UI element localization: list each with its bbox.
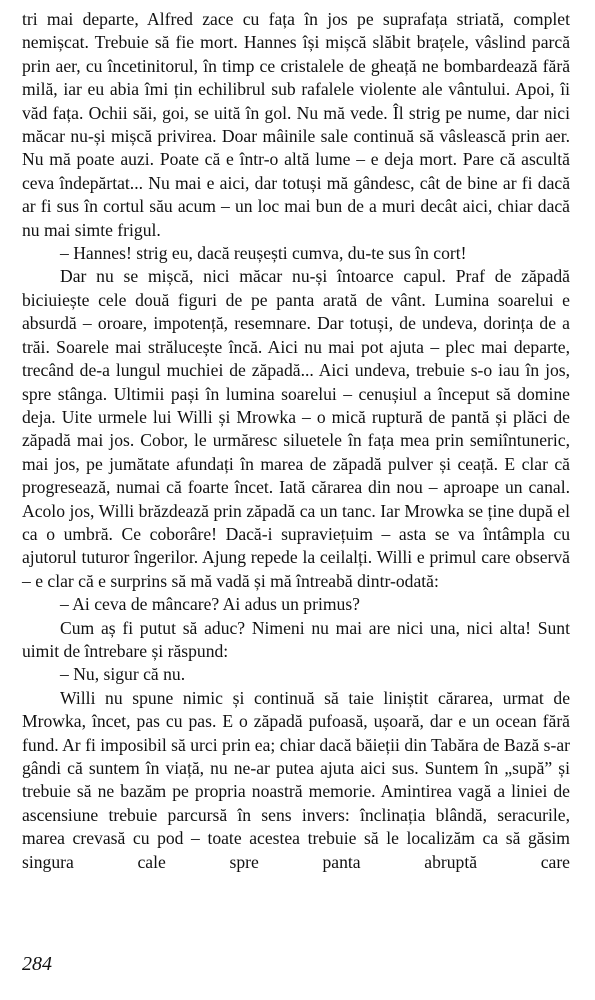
body-text xyxy=(22,8,570,874)
paragraph-7: Willi nu spune nimic și continuă să taie liniștit cărarea, urmat de Mrowka, încet, pas cu pas. E o zăpadă pufoasă, ușoară, dar e un ocean fără fund. Ar fi imposibil să urci prin ea; chiar dacă băieții din Tabăra de Bază s-ar gândi că suntem în viață, nu ne-ar putea ajuta aici sus. Suntem în „supă” și trebuie să ne bazăm pe propria noastră memorie. Amintirea vagă a liniei de ascensiune trebuie parcursă în sens invers: înclinația blândă, seracurile, marea crevasă cu pod – toate acestea trebuie să le localizăm ca să găsim singura cale spre panta abruptă care xyxy=(22,687,570,872)
paragraph-6: – Nu, sigur că nu. xyxy=(60,664,186,685)
paragraph-4: – Ai ceva de mâncare? Ai adus un primus? xyxy=(60,594,360,615)
paragraph-5: Cum aș fi putut să aduc? Nimeni nu mai are nici una, nici alta! Sunt uimit de întrebare și răspund: xyxy=(22,617,570,661)
paragraph-1: tri mai departe, Alfred zace cu fața în jos pe suprafața striată, complet nemișcat. Trebuie să fie mort. Hannes își mișcă slăbit brațele, vâslind parcă prin aer, cu încetinitorul, în timp ce cristalele de gheață ne bombardează fără milă, iar eu abia îmi țin echilibrul sub rafalele violente ale vântului. Apoi, îi văd fața. Ochii săi, goi, se uită în gol. Nu mă vede. Îl strig pe nume, dar nici măcar nu-și mișcă privirea. Doar mâinile sale continuă să vâslească prin aer. Nu mă poate auzi. Poate că e într-o altă lume – e deja mort. Pare că ascultă ceva îndepărtat... Nu mai e aici, dar totuși mă gândesc, cât de bine ar fi dacă ar fi sus în cortul său acum – un loc mai bun de a muri decât aici, chiar dacă nu mai simte frigul. xyxy=(22,9,570,240)
paragraph-3: Dar nu se mișcă, nici măcar nu-și întoarce capul. Praf de zăpadă biciuiește cele două figuri de pe panta arată de vânt. Lumina soarelui e absurdă – oroare, impotență, resemnare. Dar totuși, de undeva, dorința de a trăi. Soarele mai strălucește încă. Aici nu mai pot ajuta – plec mai departe, trecând de-a lungul muchiei de zăpadă... Aici undeva, trebuie s-o iau în jos, spre stânga. Ultimii pași în lumina soarelui – cenușiul a început să domine deja. Uite urmele lui Willi și Mrowka – o mică ruptură de pantă și plăci de zăpadă mai jos. Cobor, le urmăresc siluetele în fața mea prin semiîntuneric, mai jos, pe jumătate afundați în marea de zăpadă pulver și ceață. E clar că progresează, numai că foarte încet. Iată cărarea din nou – aproape un canal. Acolo jos, Willi brăzdează prin zăpadă ca un tanc. Iar Mrowka se ține după el ca o umbră. Ce coborâre! Dacă-i supraviețuim – asta se va întâmpla cu ajutorul tuturor îngerilor. Ajung repede la ceilalți. Willi e primul care observă – e clar că e surprins să mă vadă și mă întreabă dintr-odată: xyxy=(22,266,570,591)
page-number: 284 xyxy=(22,953,52,975)
paragraph-2: – Hannes! strig eu, dacă reușești cumva, du-te sus în cort! xyxy=(60,243,467,264)
